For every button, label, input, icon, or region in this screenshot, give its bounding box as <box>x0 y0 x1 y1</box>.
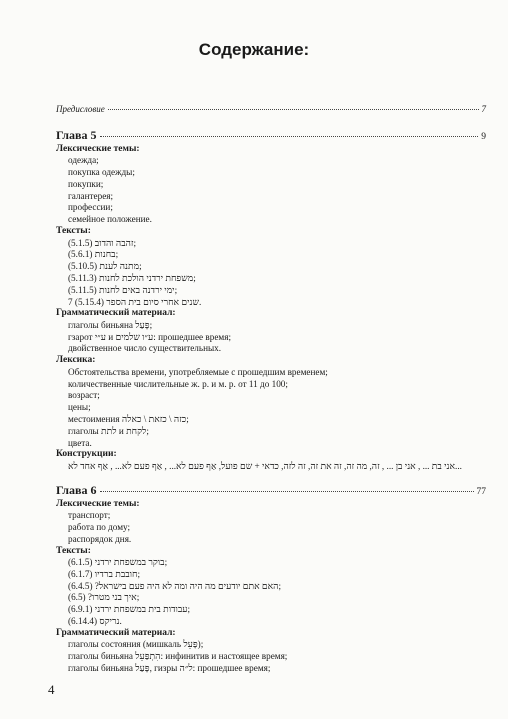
section-item: 7 שנים אחרי סיום בית הספר (5.15.4). <box>68 296 202 307</box>
section-item: работа по дому; <box>68 521 131 532</box>
section-item: возраст; <box>68 390 100 401</box>
section-item: гзарот ע״י и ע״ו שלמים: прошедшее время; <box>68 331 232 342</box>
section-item: אני בת ... , אני בן ... , זה, מה זה, זה את זה, זה לזה, כדאי + שם פועל, אַף פעם לא... , אַף פעם לא... , אַף אחד לא... <box>68 460 462 471</box>
section-heading: Лексические темы: <box>56 143 140 154</box>
section-item: цены; <box>68 402 91 413</box>
chapter-page: 9 <box>481 131 486 142</box>
section-item: איך בני מטרו? (6.5); <box>68 592 140 603</box>
section-item: цвета. <box>68 437 92 448</box>
section-item: профессии; <box>68 202 113 213</box>
section-item: Обстоятельства времени, употребляемые с прошедшим временем; <box>68 366 328 377</box>
chapter-title: Глава 5 <box>56 127 97 142</box>
preface-label: Предисловие <box>56 104 105 114</box>
section-item: глаголы биньяна הִתְפַּעֵל: инфинитив и настоящее время; <box>68 651 288 662</box>
dot-leader <box>108 109 479 110</box>
section-item: глаголы состояния (мишкаль פָּעֵל); <box>68 639 204 650</box>
section-item: покупки; <box>68 178 104 189</box>
section-item: транспорт; <box>68 510 111 521</box>
section-item: (6.14.4) נריקס. <box>68 616 122 626</box>
chapter-title: Глава 6 <box>56 482 97 497</box>
section-item: распорядок дня. <box>68 533 132 544</box>
section-item: глаголы לתת и לקחת; <box>68 425 149 436</box>
section-item: количественные числительные ж. р. и м. р. от 11 до 100; <box>68 378 288 389</box>
section-item: глаголы биньяна פָּעַל, гизры ל״ה: прошедшее время; <box>68 662 271 673</box>
chapter-list <box>56 128 486 675</box>
toc-chapter[interactable] <box>56 128 486 144</box>
page-title: Содержание: <box>198 40 310 59</box>
section-heading: Лексические темы: <box>56 498 140 509</box>
section-item: местоимения כזה \ כזאת \ כאלה; <box>68 413 189 424</box>
dot-leader <box>100 136 479 137</box>
section-heading: Тексты: <box>56 226 91 237</box>
section-item: (5.11.3) משפחת ירדני הולכת לחנות; <box>68 272 196 283</box>
section-heading: Грамматический материал: <box>56 308 176 319</box>
section-item: галантерея; <box>68 190 114 201</box>
section-item: (5.1.5) זהבה והדוב; <box>68 237 137 248</box>
section-item: покупка одежды; <box>68 167 135 178</box>
section-item: (5.11.5) ימי ירדנה באים לחנות; <box>68 284 178 295</box>
chapter-page: 77 <box>476 486 486 497</box>
section-heading: Грамматический материал: <box>56 627 176 638</box>
section-item: семейное положение. <box>68 214 152 225</box>
table-of-contents <box>56 104 486 675</box>
section-item: (5.10.5) מתנה לענת; <box>68 261 142 272</box>
section-item: одежда; <box>68 155 99 166</box>
toc-chapter[interactable] <box>56 483 486 499</box>
dot-leader <box>100 491 474 492</box>
section-item: האם אתם יודעים מה היה ומה לא היה פעם בישראל? (6.4.5); <box>68 580 281 591</box>
section-item: (5.6.1) בחנות; <box>68 249 119 260</box>
section-item: (6.1.7) חובבת ברדיו; <box>68 568 141 579</box>
page-number: 4 <box>48 682 55 697</box>
section-heading: Конструкции: <box>56 449 117 460</box>
toc-preface[interactable] <box>56 104 486 116</box>
section-item: (6.9.1) עבודות בית במשפחת ירדני; <box>68 604 191 615</box>
chapter-gap <box>56 473 486 481</box>
section-item: (6.1.5) בוקר במשפחת ירדני; <box>68 557 168 568</box>
preface-page: 7 <box>481 104 486 114</box>
section-heading: Лексика: <box>56 355 96 366</box>
section-heading: Тексты: <box>56 545 91 556</box>
section-item: глаголы биньяна פָּעַל; <box>68 319 153 330</box>
section-item: двойственное число существительных. <box>68 343 222 354</box>
